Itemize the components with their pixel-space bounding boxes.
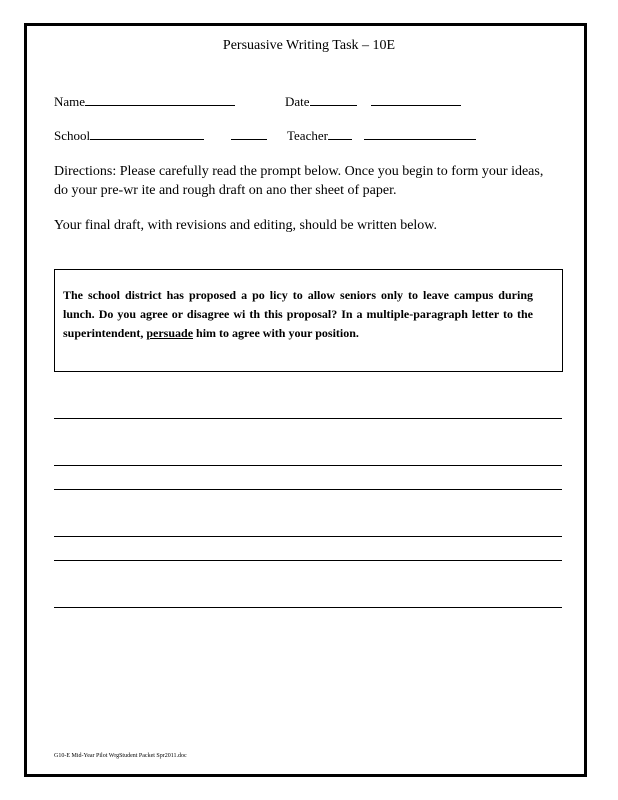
prompt-box bbox=[54, 269, 563, 372]
teacher-label: Teacher bbox=[287, 128, 328, 143]
prompt-keyword: persuade bbox=[146, 326, 194, 340]
name-line[interactable] bbox=[85, 93, 235, 106]
writing-line[interactable] bbox=[54, 489, 562, 490]
footer-filename: G10-E Mid-Year Pilot WrgStudent Packet Spr2011.doc bbox=[54, 753, 187, 759]
date-line-extra[interactable] bbox=[371, 93, 461, 106]
school-label: School bbox=[54, 128, 91, 143]
page-title: Persuasive Writing Task – 10E bbox=[222, 38, 396, 53]
prompt-text bbox=[63, 286, 533, 343]
teacher-line[interactable] bbox=[328, 127, 352, 140]
school-field[interactable] bbox=[54, 127, 267, 144]
name-label: Name bbox=[54, 94, 86, 109]
writing-line[interactable] bbox=[54, 465, 562, 466]
prompt-text-end: him to agree with your position. bbox=[196, 326, 359, 340]
writing-line[interactable] bbox=[54, 560, 562, 561]
writing-line[interactable] bbox=[54, 536, 562, 537]
teacher-field[interactable] bbox=[287, 127, 476, 144]
school-line-extra[interactable] bbox=[231, 127, 267, 140]
date-line[interactable] bbox=[310, 93, 357, 106]
writing-line[interactable] bbox=[54, 418, 562, 419]
date-label: Date bbox=[285, 94, 310, 109]
final-draft-note: Your final draft, with revisions and editing, should be written below. bbox=[54, 218, 438, 233]
directions-text: Directions: Please carefully read the prompt below. Once you begin to form your ideas, do your pre-wr ite and rough draft on ano ther sheet of paper. bbox=[54, 164, 544, 198]
teacher-line-extra[interactable] bbox=[364, 127, 476, 140]
prompt-text-start: The school district has proposed a po licy to allow seniors only to leave campus during lunch. Do you agree or disagree wi th this proposal? In a multiple-paragraph letter to the superintendent, bbox=[63, 288, 533, 340]
date-field[interactable] bbox=[285, 93, 461, 110]
school-line[interactable] bbox=[90, 127, 204, 140]
name-field[interactable] bbox=[54, 93, 235, 110]
writing-line[interactable] bbox=[54, 607, 562, 608]
